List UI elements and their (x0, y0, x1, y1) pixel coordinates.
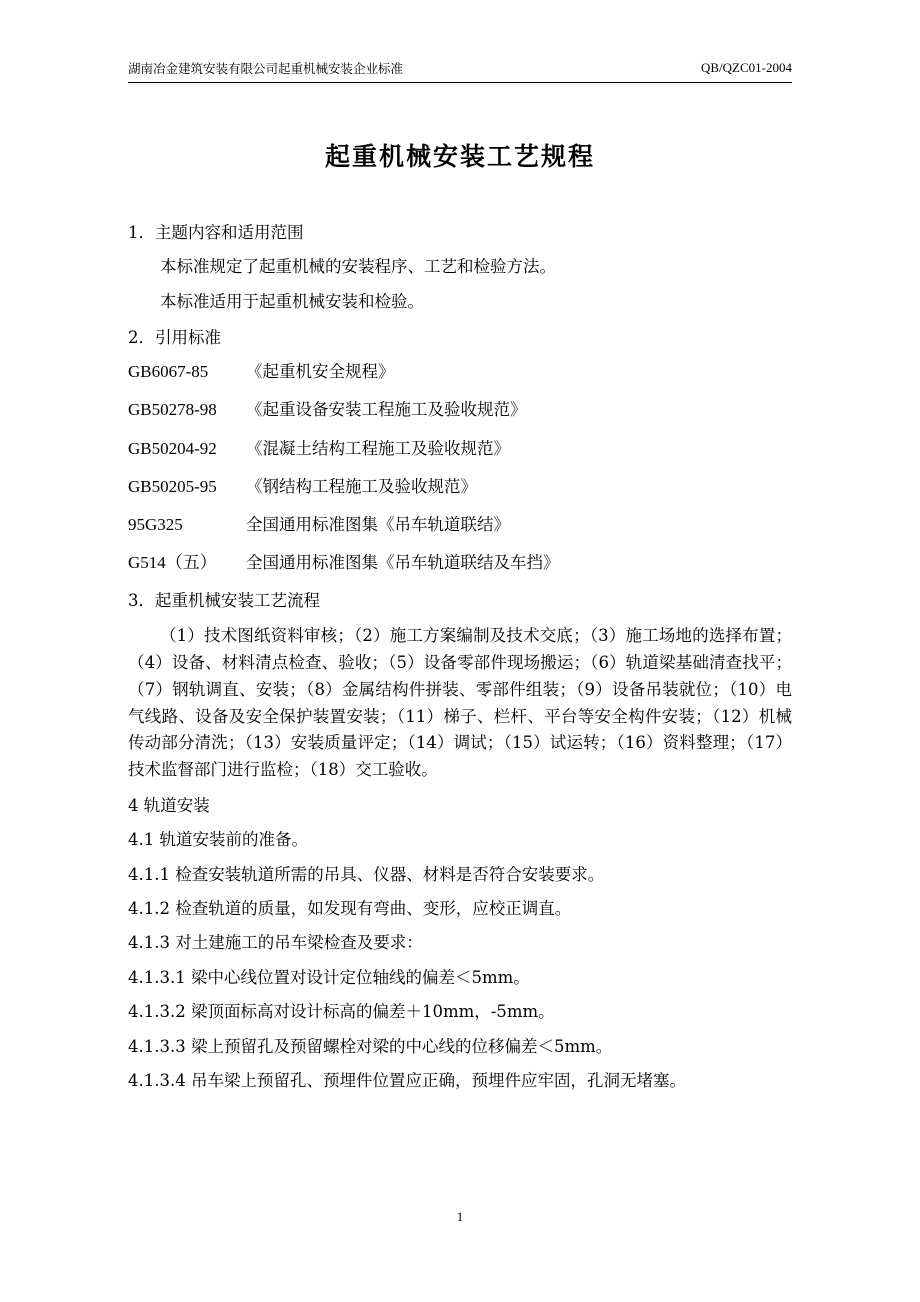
reference-name: 全国通用标准图集《吊车轨道联结及车挡》 (246, 552, 560, 572)
reference-item (128, 360, 792, 384)
page-number: 1 (456, 1210, 464, 1224)
reference-name: 《混凝土结构工程施工及验收规范》 (246, 438, 510, 458)
reference-item (128, 398, 792, 422)
reference-item (128, 475, 792, 499)
section-2-heading: 2．引用标准 (128, 327, 221, 347)
reference-name: 《起重机安全规程》 (246, 362, 395, 382)
reference-code: GB50205-95 (128, 476, 217, 496)
header-divider (128, 82, 792, 83)
section-1-paragraph-1: 本标准规定了起重机械的安装程序、工艺和检验方法。 (160, 257, 556, 277)
section-4-1-3-3: 4.1.3.3 梁上预留孔及预留螺栓对梁的中心线的位移偏差＜5mm。 (128, 1036, 613, 1056)
reference-item (128, 551, 792, 575)
reference-item (128, 437, 792, 461)
section-4-1-1: 4.1.1 检查安装轨道所需的吊具、仪器、材料是否符合安装要求。 (128, 864, 605, 884)
reference-code: 95G325 (128, 514, 183, 534)
section-4-heading: 4 轨道安装 (128, 795, 210, 815)
reference-item (128, 513, 792, 537)
page-title: 起重机械安装工艺规程 (324, 141, 595, 171)
page-content (128, 60, 792, 1104)
header-right-standard-code: QB/QZC01-2004 (701, 60, 792, 75)
header-left-text: 湖南冶金建筑安装有限公司起重机械安装企业标准 (128, 60, 404, 76)
document-body (128, 221, 792, 1093)
section-4-1-3-4: 4.1.3.4 吊车梁上预留孔、预埋件位置应正确，预埋件应牢固，孔洞无堵塞。 (128, 1071, 686, 1091)
reference-code: GB6067-85 (128, 362, 209, 382)
section-4-1-3: 4.1.3 对土建施工的吊车梁检查及要求： (128, 933, 423, 953)
reference-name: 《起重设备安装工程施工及验收规范》 (246, 400, 527, 420)
reference-code: G514（五） (128, 552, 217, 572)
reference-name: 《钢结构工程施工及验收规范》 (246, 476, 477, 496)
reference-code: GB50204-92 (128, 438, 217, 458)
section-4-1-3-2: 4.1.3.2 梁顶面标高对设计标高的偏差＋10mm，-5mm。 (128, 1002, 555, 1022)
section-3-heading: 3．起重机械安装工艺流程 (128, 591, 320, 611)
section-3-paragraph: （1）技术图纸资料审核；（2）施工方案编制及技术交底；（3）施工场地的选择布置；（4）设备、材料清点检查、验收；（5）设备零部件现场搬运；（6）轨道梁基础清查找平；（7）钢轨调直、安装；（8）金属结构件拼装、零部件组装；（9）设备吊装就位；（10）电气线路、设备及安全保护装置安装；（11）梯子、栏杆、平台等安全构件安装；（12）机械传动部分清洗；（13）安装质量评定；（14）调试；（15）试运转；（16）资料整理；（17）技术监督部门进行监检；（18）交工验收。 (128, 626, 792, 780)
reference-code: GB50278-98 (128, 400, 217, 420)
section-1-heading: 1．主题内容和适用范围 (128, 222, 304, 242)
reference-name: 全国通用标准图集《吊车轨道联结》 (246, 514, 510, 534)
running-header (128, 60, 792, 82)
section-4-1-3-1: 4.1.3.1 梁中心线位置对设计定位轴线的偏差＜5mm。 (128, 967, 530, 987)
section-1-paragraph-2: 本标准适用于起重机械安装和检验。 (160, 292, 424, 312)
section-4-1-2: 4.1.2 检查轨道的质量，如发现有弯曲、变形，应校正调直。 (128, 899, 572, 919)
section-4-1: 4.1 轨道安装前的准备。 (128, 830, 308, 850)
